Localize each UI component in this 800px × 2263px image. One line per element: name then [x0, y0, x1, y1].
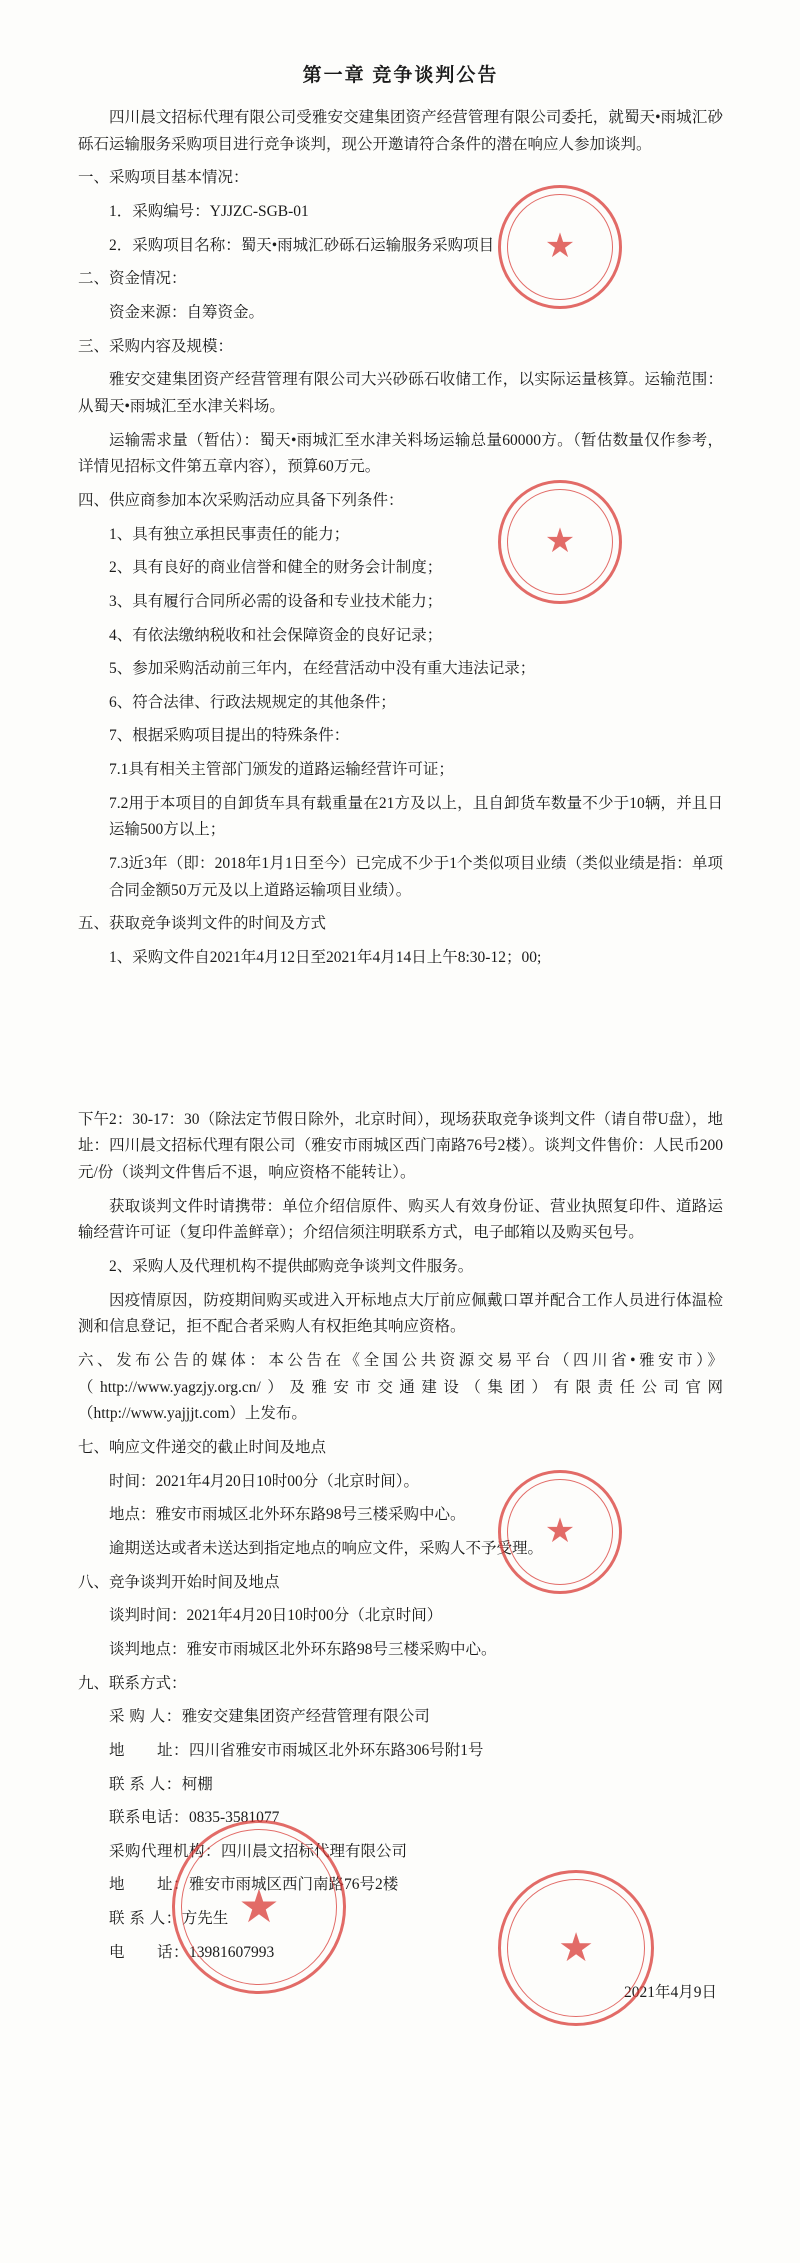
paragraph: 时间：2021年4月20日10时00分（北京时间）。: [109, 1472, 420, 1490]
paragraph: 四、供应商参加本次采购活动应具备下列条件：: [78, 491, 404, 509]
paragraph: 2、具有良好的商业信誉和健全的财务会计制度；: [109, 559, 443, 577]
contact-value: 雅安市雨城区西门南路76号2楼: [189, 1876, 399, 1894]
contact-value: 方先生: [181, 1910, 229, 1928]
contact-label: 采 购 人：: [109, 1708, 182, 1726]
contact-label: 联 系 人：: [109, 1910, 182, 1928]
paragraph: 1、采购文件自2021年4月12日至2021年4月14日上午8:30-12；00;: [109, 949, 542, 967]
contact-row: [109, 1906, 723, 1933]
paragraph: 雅安交建集团资产经营管理有限公司大兴砂砾石收储工作，以实际运量核算。运输范围：从蜀天•雨城汇至水津关料场。: [78, 371, 723, 415]
contact-value: 13981607993: [189, 1943, 275, 1961]
paragraph: 获取谈判文件时请携带：单位介绍信原件、购买人有效身份证、营业执照复印件、道路运输经营许可证（复印件盖鲜章）；介绍信须注明联系方式，电子邮箱以及购买包号。: [78, 1197, 723, 1242]
paragraph: 逾期送达或者未送达到指定地点的响应文件，采购人不予受理。: [109, 1539, 544, 1557]
paragraph: 1．采购编号：YJJZC-SGB-01: [109, 202, 309, 220]
paragraph: 2．采购项目名称：蜀天•雨城汇砂砾石运输服务采购项目: [109, 236, 495, 254]
stamp-jiaojian-middle-right: ★: [498, 480, 622, 604]
paragraph: 6、符合法律、行政法规规定的其他条件；: [109, 693, 396, 711]
contact-row: [109, 1805, 723, 1832]
contact-row: [109, 1772, 723, 1799]
paragraph: 资金来源：自筹资金。: [109, 303, 265, 321]
paragraph: 谈判时间：2021年4月20日10时00分（北京时间）: [109, 1607, 443, 1625]
paragraph: 7.3近3年（即：2018年1月1日至今）已完成不少于1个类似项目业绩（类似业绩是指：单项合同金额50万元及以上道路运输项目业绩）。: [109, 855, 723, 899]
contact-row: [109, 1872, 723, 1899]
contact-row: [109, 1839, 723, 1866]
stamp-jiaojian-bottom-right: ★: [498, 1870, 654, 2026]
paragraph: 4、有依法缴纳税收和社会保障资金的良好记录；: [109, 626, 443, 644]
paragraph: 7、根据采购项目提出的特殊条件：: [109, 727, 350, 745]
contact-row: [109, 1704, 723, 1731]
contact-label: 电 话：: [109, 1943, 190, 1961]
paragraph: 运输需求量（暂估）：蜀天•雨城汇至水津关料场运输总量60000方。（暂估数量仅作参考，详情见招标文件第五章内容），预算60万元。: [78, 431, 723, 476]
stamp-chenwen-bottom-center: ★: [172, 1820, 346, 1994]
contact-label: 地 址：: [109, 1876, 190, 1894]
paragraph: 七、响应文件递交的截止时间及地点: [78, 1438, 327, 1456]
paragraph: 三、采购内容及规模：: [78, 337, 234, 355]
paragraph: 5、参加采购活动前三年内，在经营活动中没有重大违法记录；: [109, 660, 536, 678]
paragraph: 地点：雅安市雨城区北外环东路98号三楼采购中心。: [109, 1506, 466, 1524]
paragraph: 2、采购人及代理机构不提供邮购竞争谈判文件服务。: [109, 1258, 474, 1275]
paragraph: 7.1具有相关主管部门颁发的道路运输经营许可证；: [109, 761, 454, 779]
paragraph: 五、获取竞争谈判文件的时间及方式: [78, 915, 327, 933]
contact-label: 地 址：: [109, 1741, 190, 1759]
contact-value: 四川晨文招标代理有限公司: [221, 1842, 408, 1860]
paragraph: 因疫情原因，防疫期间购买或进入开标地点大厅前应佩戴口罩并配合工作人员进行体温检测和信息登记，拒不配合者采购人有权拒绝其响应资格。: [78, 1291, 723, 1336]
contact-label: 采购代理机构：: [109, 1842, 222, 1860]
paragraph: 六、发布公告的媒体：本公告在《全国公共资源交易平台（四川省•雅安市）》（http://www.yagzjy.org.cn/）及雅安市交通建设（集团）有限责任公司官网（http://www.yajjjt.com）上发布。: [78, 1351, 723, 1423]
page-title: 第一章 竞争谈判公告: [302, 65, 499, 86]
contact-value: 柯棚: [181, 1775, 213, 1793]
contact-value: 雅安交建集团资产经营管理有限公司: [181, 1708, 430, 1726]
stamp-chenwen-top-right: ★: [498, 185, 622, 309]
contact-list: [78, 1704, 723, 1966]
paragraph: 八、竞争谈判开始时间及地点: [78, 1573, 280, 1591]
contact-value: 四川省雅安市雨城区北外环东路306号附1号: [189, 1741, 484, 1759]
paragraph: 下午2：30-17：30（除法定节假日除外，北京时间），现场获取竞争谈判文件（请自带U盘），地址：四川晨文招标代理有限公司（雅安市雨城区西门南路76号2楼）。谈判文件售价：人民币200元/份（谈判文件售后不退，响应资格不能转让）。: [78, 1110, 723, 1182]
contact-label: 联系电话：: [109, 1809, 190, 1827]
contact-row: [109, 1940, 723, 1967]
contact-value: 0835-3581077: [189, 1809, 280, 1827]
section-bottom: [78, 1107, 723, 1697]
contact-row: [109, 1738, 723, 1765]
paragraph: 谈判地点：雅安市雨城区北外环东路98号三楼采购中心。: [109, 1640, 497, 1658]
paragraph: 一、采购项目基本情况：: [78, 169, 249, 187]
contact-label: 联 系 人：: [109, 1775, 182, 1793]
page-break-gap: [78, 979, 723, 1107]
paragraph: 3、具有履行合同所必需的设备和专业技术能力；: [109, 592, 443, 610]
document-date: 2021年4月9日: [623, 1984, 717, 2002]
paragraph: 四川晨文招标代理有限公司受雅安交建集团资产经营管理有限公司委托，就蜀天•雨城汇砂砾石运输服务采购项目进行竞争谈判，现公开邀请符合条件的潜在响应人参加谈判。: [78, 109, 723, 153]
document-body: [78, 0, 723, 2007]
section-top: [78, 105, 723, 972]
paragraph: 1、具有独立承担民事责任的能力；: [109, 525, 350, 543]
stamp-guanli-lower-right: ★: [498, 1470, 622, 1594]
paragraph: 7.2用于本项目的自卸货车具有载重量在21方及以上，且自卸货车数量不少于10辆，并且日运输500方以上；: [109, 794, 723, 839]
paragraph: 二、资金情况：: [78, 270, 187, 288]
paragraph: 九、联系方式：: [78, 1674, 187, 1692]
